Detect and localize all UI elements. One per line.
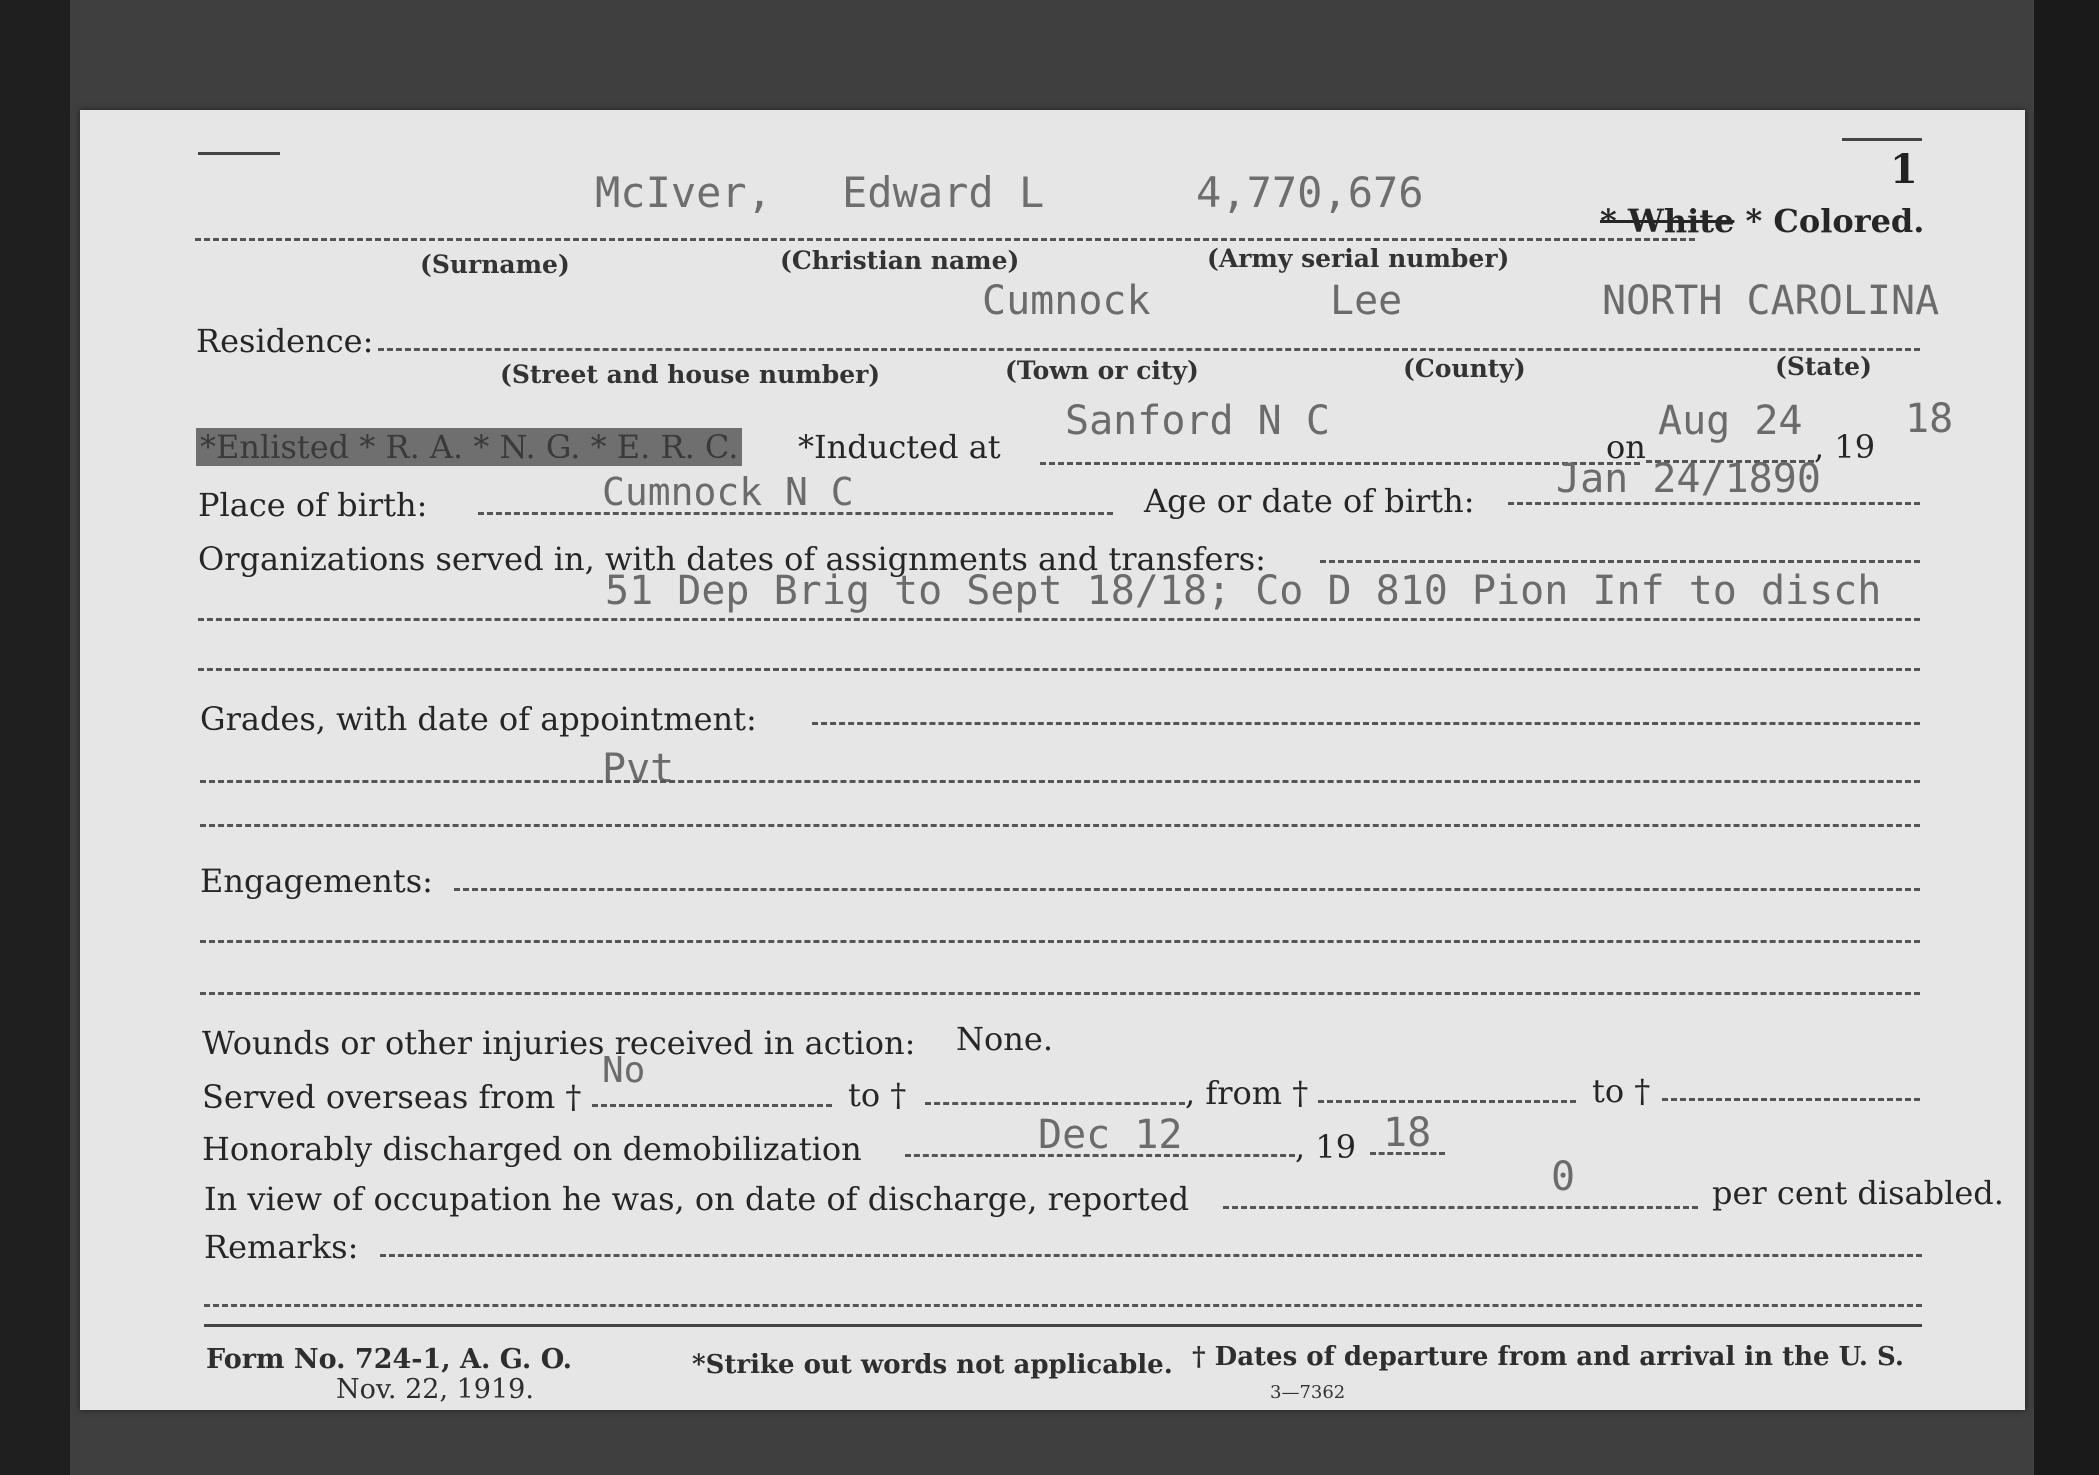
scan-border-right (2034, 0, 2099, 1475)
grades-line-2 (200, 780, 1920, 783)
name-line (195, 238, 1695, 241)
residence-label: Residence: (196, 322, 374, 360)
service-record-card (80, 110, 2025, 1410)
organizations-line-1 (1320, 560, 1920, 563)
overseas-value: No (602, 1050, 646, 1091)
remarks-label: Remarks: (204, 1228, 359, 1266)
grade-value: Pvt (602, 746, 675, 792)
residence-line (378, 348, 1920, 351)
card-number: 1 (1890, 146, 1918, 193)
organizations-value: 51 Dep Brig to Sept 18/18; Co D 810 Pion Inf to disch (605, 568, 1882, 614)
race-colored: * Colored. (1745, 202, 1925, 240)
state-value: NORTH CAROLINA (1602, 278, 1940, 324)
inducted-place-value: Sanford N C (1065, 398, 1330, 444)
birth-date-value: Jan 24/1890 (1556, 456, 1821, 502)
print-code: 3—7362 (1270, 1382, 1346, 1403)
street-caption: (Street and house number) (500, 360, 881, 389)
birth-date-line (1508, 502, 1920, 505)
overseas-from2-line (1318, 1100, 1576, 1103)
place-of-birth-line (478, 512, 1113, 515)
occupation-label: In view of occupation he was, on date of discharge, reported (204, 1180, 1190, 1218)
christian-name-value: Edward L (842, 168, 1045, 217)
engagements-line-3 (200, 992, 1920, 995)
surname-value: McIver, (595, 168, 773, 217)
remarks-line-2 (204, 1304, 1922, 1307)
overseas-from-label: Served overseas from † (202, 1078, 582, 1116)
inducted-year-value: 18 (1905, 396, 1954, 442)
state-caption: (State) (1775, 352, 1872, 381)
overseas-from2-label: , from † (1185, 1074, 1309, 1112)
grades-line-3 (200, 824, 1920, 827)
scan-border-left (0, 0, 70, 1475)
enlisted-struck-text: *Enlisted * R. A. * N. G. * E. R. C. (196, 428, 742, 466)
disabled-line (1223, 1206, 1698, 1209)
town-value: Cumnock (982, 278, 1151, 324)
top-right-rule (1842, 138, 1922, 141)
place-of-birth-label: Place of birth: (198, 486, 428, 524)
inducted-label: *Inducted at (798, 428, 1001, 466)
wounds-value: None. (956, 1020, 1053, 1058)
inducted-place-line (1040, 462, 1640, 465)
serial-number-value: 4,770,676 (1196, 168, 1424, 217)
overseas-to2-line (1662, 1098, 1920, 1101)
race-options (1600, 202, 1924, 240)
age-birth-label: Age or date of birth: (1144, 482, 1475, 520)
remarks-line-1 (380, 1254, 1922, 1257)
place-of-birth-value: Cumnock N C (602, 470, 854, 514)
serial-caption: (Army serial number) (1207, 244, 1510, 273)
organizations-line-2 (198, 618, 1920, 621)
town-caption: (Town or city) (1005, 356, 1199, 385)
discharged-label: Honorably discharged on demobilization (202, 1130, 862, 1168)
surname-caption: (Surname) (420, 250, 570, 279)
overseas-to2-label: to † (1592, 1072, 1651, 1110)
county-value: Lee (1330, 278, 1403, 324)
engagements-label: Engagements: (200, 862, 433, 900)
disabled-value: 0 (1551, 1154, 1576, 1200)
organizations-label: Organizations served in, with dates of assignments and transfers: (198, 540, 1266, 578)
engagements-line-2 (200, 940, 1920, 943)
grades-line-1 (812, 722, 1920, 725)
discharge-year-prefix: , 19 (1295, 1128, 1357, 1166)
form-date: Nov. 22, 1919. (336, 1374, 534, 1405)
wounds-label: Wounds or other injuries received in action: (202, 1024, 916, 1062)
inducted-year-prefix: , 19 (1814, 428, 1876, 466)
strike-note: *Strike out words not applicable. (692, 1350, 1173, 1380)
engagements-line-1 (454, 888, 1920, 891)
top-left-rule (198, 152, 280, 155)
race-white: * White (1600, 202, 1735, 240)
overseas-to-label: to † (848, 1076, 907, 1114)
overseas-to-line (925, 1102, 1185, 1105)
grades-label: Grades, with date of appointment: (200, 700, 757, 738)
overseas-from-line (592, 1104, 832, 1107)
on-label: on (1606, 428, 1646, 466)
discharge-date-value: Dec 12 (1038, 1112, 1183, 1158)
discharge-year-value: 18 (1383, 1110, 1432, 1156)
inducted-date-value: Aug 24 (1658, 398, 1803, 444)
form-number: Form No. 724-1, A. G. O. (206, 1344, 573, 1375)
enlistment-type (196, 428, 742, 466)
percent-label: per cent disabled. (1712, 1174, 2004, 1212)
christian-name-caption: (Christian name) (780, 246, 1020, 275)
dates-note: † Dates of departure from and arrival in the U. S. (1192, 1342, 1904, 1372)
footer-rule (204, 1324, 1922, 1327)
county-caption: (County) (1403, 354, 1526, 383)
organizations-line-3 (198, 668, 1920, 671)
